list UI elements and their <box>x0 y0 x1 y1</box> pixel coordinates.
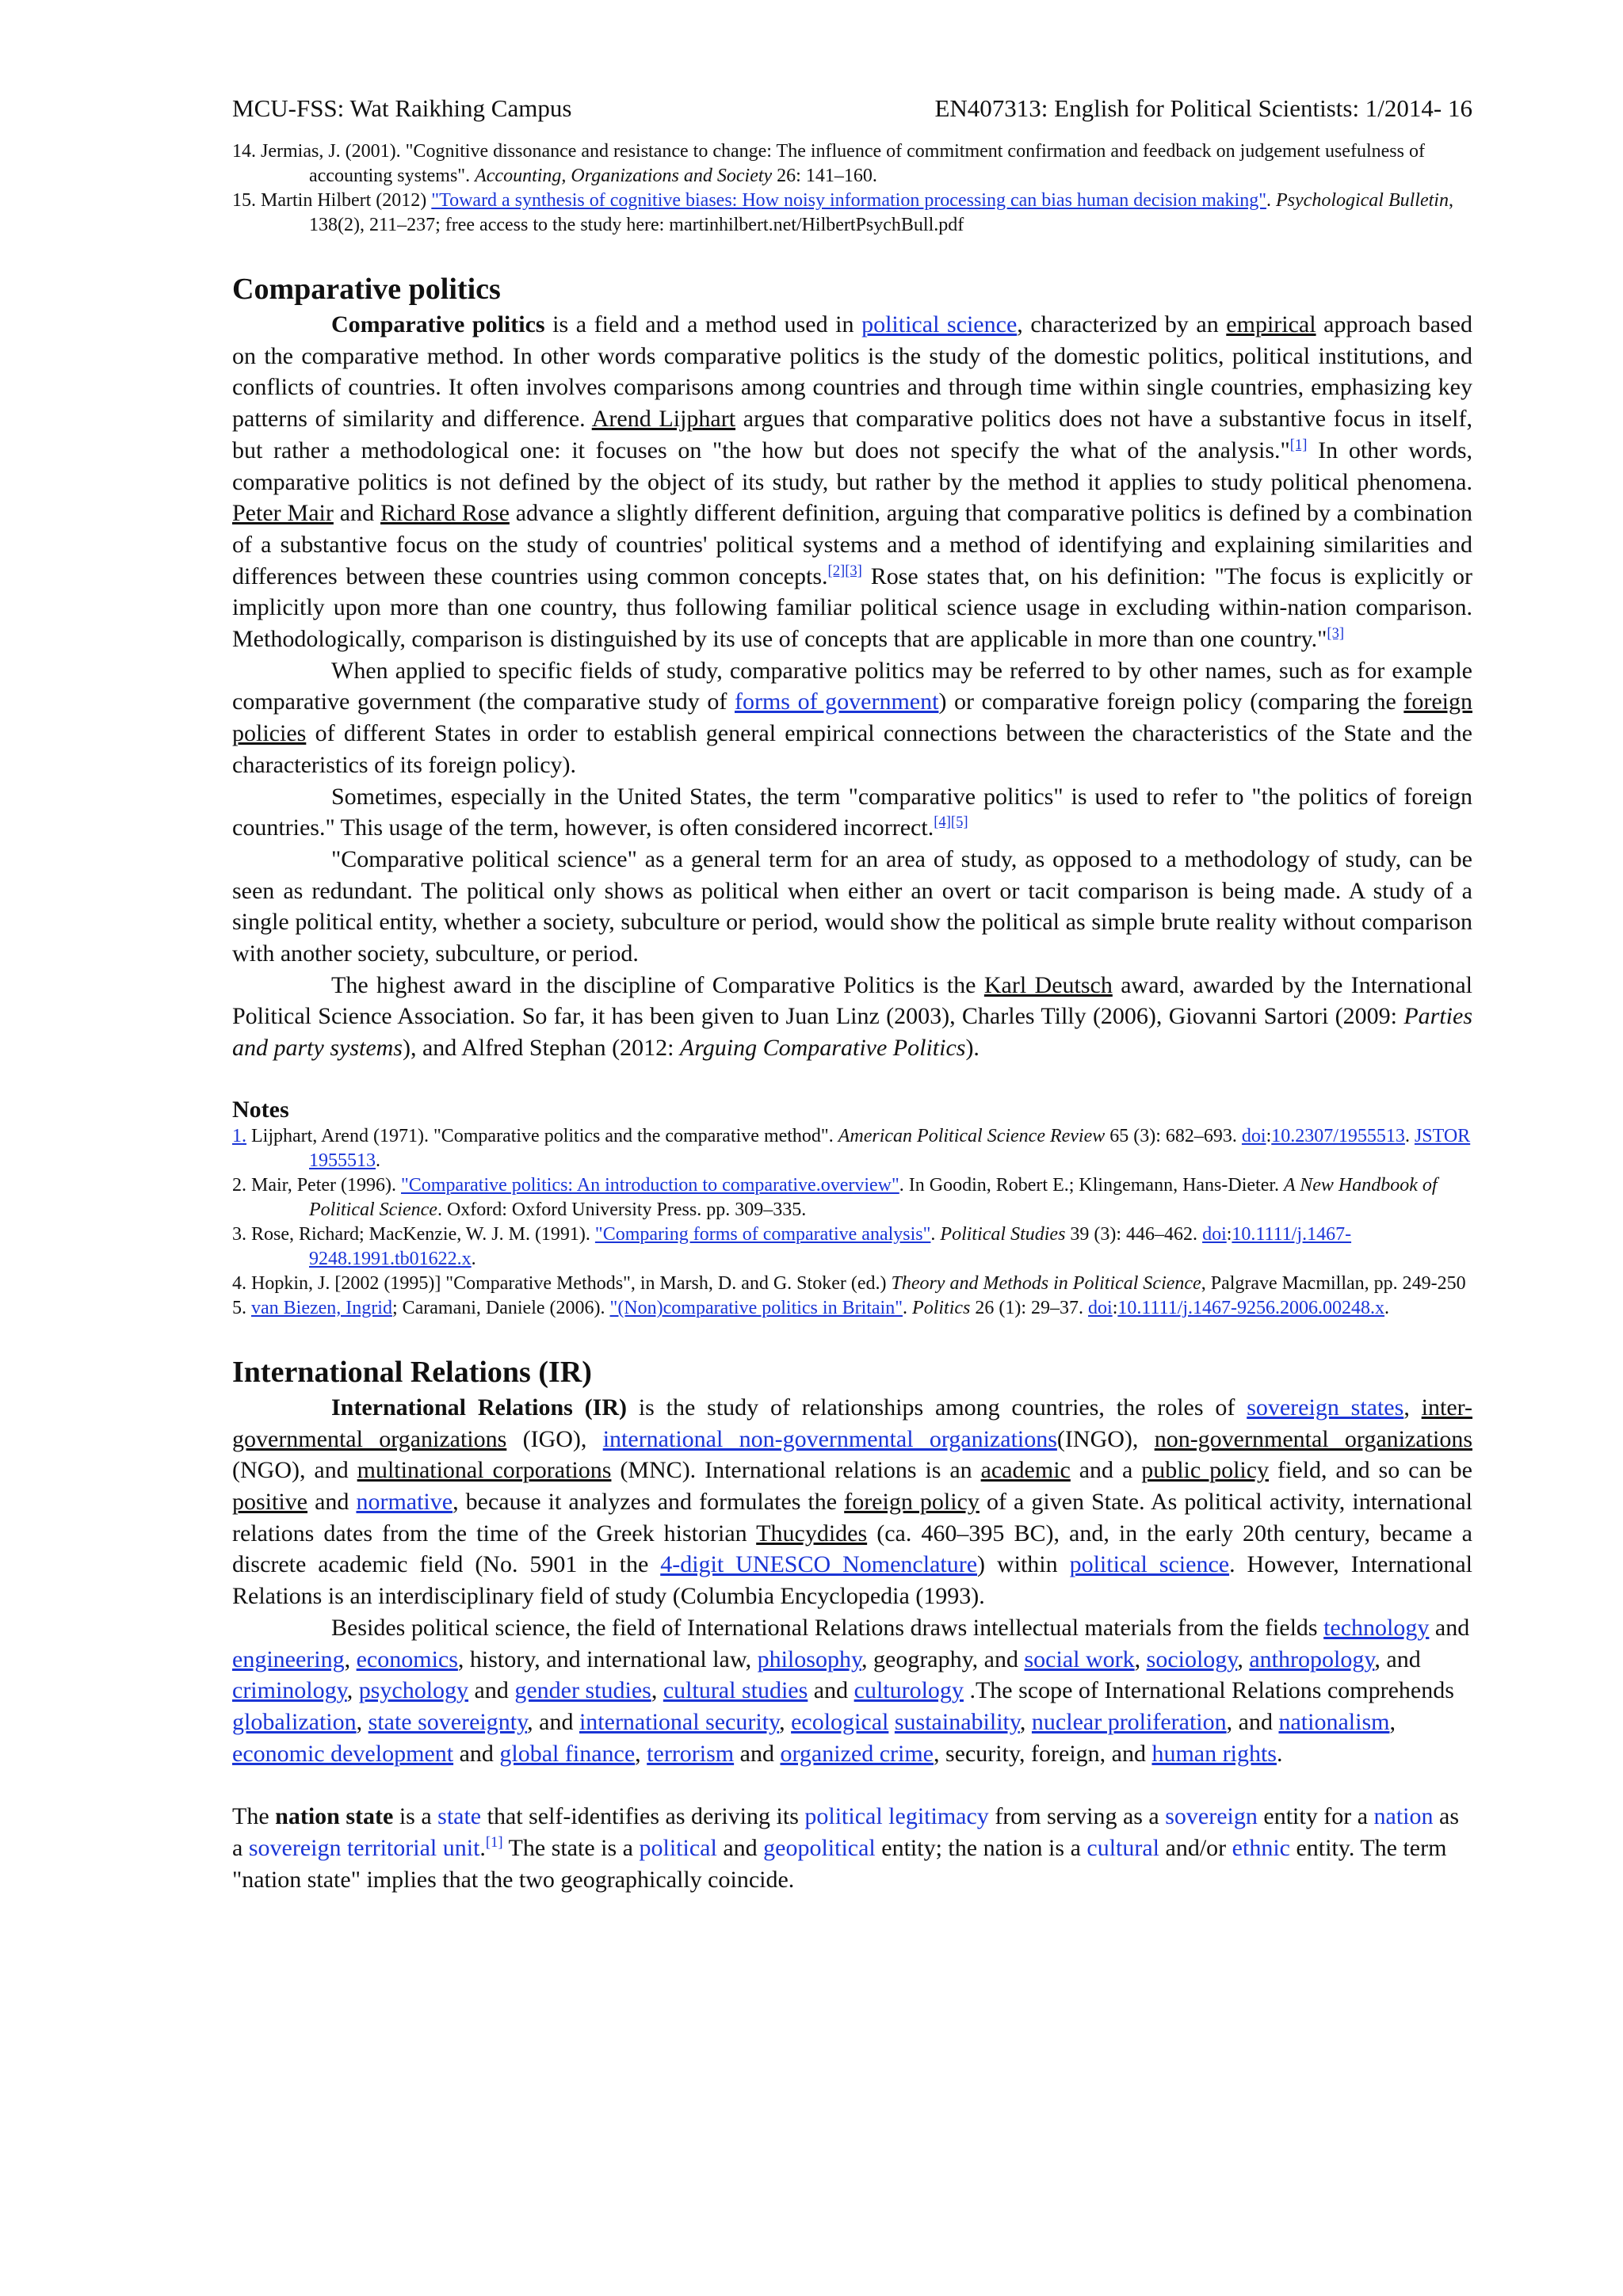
text-run: of different States in order to establish general empirical connections between the characteristics of the State and the characteristics of its foreign policy). <box>232 720 1472 778</box>
hyperlink[interactable]: organized crime <box>780 1740 934 1767</box>
text-run: ) or comparative foreign policy (comparing the <box>938 688 1404 715</box>
hyperlink[interactable]: international security <box>579 1708 780 1735</box>
text-run: , <box>356 1708 369 1735</box>
text-run: . <box>930 1223 941 1245</box>
text-run: Rose states that, on his definition: "The focus is explicitly or implicitly upon more than one country, thus following familiar political science usage in excluding within-nation comparison. Methodologically, comparison is distinguished by its use of concepts that are applicable in more than one country." <box>232 563 1472 653</box>
text-run: : <box>1266 1125 1272 1146</box>
hyperlink[interactable]: economics <box>356 1646 458 1672</box>
text-run: . <box>1404 1125 1415 1146</box>
text-run: 2. Mair, Peter (1996). <box>232 1174 401 1196</box>
citation-link[interactable]: [3] <box>1327 625 1345 643</box>
hyperlink[interactable]: doi <box>1088 1297 1113 1318</box>
hyperlink[interactable]: geopolitical <box>763 1835 876 1862</box>
text-run: ; Caramani, Daniele (2006). <box>391 1297 610 1318</box>
text-run: 4. Hopkin, J. [2002 (1995)] "Comparative Methods", in Marsh, D. and G. Stoker (ed.) <box>232 1272 892 1294</box>
text-run: Besides political science, the field of International Relations draws intellectual materials from the fields <box>331 1614 1324 1641</box>
text-run: (ca. 460–395 BC), and, in the early 20th century, became a discrete academic field (No. 5901 in the <box>232 1520 1472 1578</box>
hyperlink[interactable]: political science <box>1069 1551 1230 1578</box>
hyperlink[interactable]: doi <box>1241 1125 1266 1146</box>
notes-heading: Notes <box>232 1096 289 1123</box>
text-run: entity; the nation is a <box>875 1835 1087 1862</box>
text-run: . <box>903 1297 913 1318</box>
text-run: entity. The term "nation state" implies that the two geographically coincide. <box>232 1835 1447 1893</box>
nation-state-paragraph <box>232 1801 1472 1895</box>
hyperlink[interactable]: van Biezen, Ingrid <box>251 1297 392 1318</box>
note-item <box>232 1124 1472 1173</box>
comparative-paragraph-4 <box>232 844 1472 970</box>
text-run: is a <box>393 1803 438 1830</box>
ir-paragraph-2 <box>232 1612 1472 1770</box>
hyperlink[interactable]: anthropology <box>1249 1646 1375 1672</box>
text-run: The state is a <box>502 1835 640 1862</box>
text-run: 39 (3): 446–462. <box>1065 1223 1203 1245</box>
internal-link[interactable]: positive <box>232 1488 307 1515</box>
text-run: and/or <box>1159 1835 1232 1862</box>
text-run: The highest award in the discipline of Comparative Politics is the <box>331 971 984 998</box>
hyperlink[interactable]: terrorism <box>647 1740 735 1767</box>
hyperlink[interactable]: social work <box>1024 1646 1135 1672</box>
hyperlink[interactable]: 1. <box>232 1125 246 1146</box>
text-run: Sometimes, especially in the United States, the term "comparative politics" is used to refer to "the politics of foreign countries." This usage of the term, however, is often considered incorrect. <box>232 783 1472 841</box>
internal-link[interactable]: public policy <box>1141 1457 1270 1484</box>
text-run: 3. Rose, Richard; MacKenzie, W. J. M. (1991). <box>232 1223 595 1245</box>
hyperlink[interactable]: philosophy <box>757 1646 861 1672</box>
text-run: ), and Alfred Stephan (2012: <box>402 1035 680 1062</box>
hyperlink[interactable]: state <box>437 1803 482 1830</box>
italic-title: American Political Science Review <box>838 1125 1106 1146</box>
comparative-paragraph-2 <box>232 655 1472 781</box>
hyperlink[interactable]: ethnic <box>1232 1835 1290 1862</box>
internal-link[interactable]: Peter Mair <box>232 500 334 527</box>
hyperlink[interactable]: "(Non)comparative politics in Britain" <box>609 1297 903 1318</box>
reference-15-link[interactable]: "Toward a synthesis of cognitive biases: How noisy information processing can bias human decision making" <box>431 190 1267 211</box>
hyperlink[interactable]: international non-governmental organizations <box>602 1425 1057 1452</box>
hyperlink[interactable]: JSTOR <box>1414 1125 1471 1146</box>
text-run: . <box>471 1248 476 1269</box>
page-header <box>232 87 1472 138</box>
text-run: (IGO), <box>506 1425 603 1452</box>
text-run: When applied to specific fields of study, comparative politics may be referred to by other names, such as for example comparative government (the comparative study of <box>232 657 1472 715</box>
page-content <box>232 87 1472 1895</box>
text-run: (INGO), <box>1056 1425 1155 1452</box>
hyperlink[interactable]: doi <box>1202 1223 1227 1245</box>
text-run: argues that comparative politics does not have a substantive focus in itself, but rather a methodological one: it focuses on "the how but does not specify the what of the analysis." <box>232 406 1473 463</box>
text-run: , <box>1403 1394 1422 1421</box>
internal-link[interactable]: foreign policy <box>844 1488 980 1515</box>
hyperlink[interactable]: sustainability <box>894 1708 1020 1735</box>
hyperlink[interactable]: political <box>639 1835 717 1862</box>
hyperlink[interactable]: sovereign territorial unit <box>248 1835 480 1862</box>
text-run: , <box>1134 1646 1147 1672</box>
italic-title: Arguing Comparative Politics <box>679 1035 966 1062</box>
hyperlink[interactable]: 10.1111/j.1467-9256.2006.00248.x <box>1117 1297 1385 1318</box>
text-run: award, awarded by the International Political Science Association. So far, it has been given to Juan Linz (2003), Charles Tilly (2006), Giovanni Sartori (2009: <box>232 971 1472 1030</box>
text-run: (MNC). International relations is an <box>611 1457 981 1484</box>
text-run: of a given State. As political activity, international relations dates from the time of the Greek historian <box>232 1488 1472 1547</box>
text-run: and <box>808 1677 854 1704</box>
text-run: Lijphart, Arend (1971). "Comparative politics and the comparative method". <box>246 1125 838 1146</box>
text-run: : <box>1226 1223 1232 1245</box>
text-run: ). <box>965 1035 980 1062</box>
hyperlink[interactable]: "Comparing forms of comparative analysis" <box>594 1223 931 1245</box>
header-right: EN407313: English for Political Scientists: 1/2014- 16 <box>934 94 1472 122</box>
text-run: approach based on the comparative method. In other words comparative politics is the study of the domestic politics, political institutions, and conflicts of countries. It often involves comparisons among countries and through time within single countries, emphasizing key patterns of similarity and difference. <box>232 311 1472 433</box>
ir-paragraph-1 <box>232 1392 1472 1612</box>
reference-15: 15. Martin Hilbert (2012) "Toward a synthesis of cognitive biases: How noisy information processing can bias human decision making". Psychological Bulletin, 138(2), 211–237; free access to the study here: martinhilbert.net/HilbertPsychBull.pdf <box>232 190 1453 235</box>
text-run: . <box>1384 1297 1390 1318</box>
text-run: that self-identifies as deriving its <box>481 1803 805 1830</box>
section-heading-international-relations: International Relations (IR) <box>232 1355 592 1389</box>
text-run: , <box>1019 1708 1032 1735</box>
text-run: , <box>635 1740 647 1767</box>
header-left: MCU-FSS: Wat Raikhing Campus <box>232 94 572 122</box>
hyperlink[interactable]: globalization <box>232 1708 357 1735</box>
note-item <box>232 1173 1472 1222</box>
text-run: , because it analyzes and formulates the <box>453 1488 845 1515</box>
text-run: . In Goodin, Robert E.; Klingemann, Hans-Dieter. <box>899 1174 1285 1196</box>
text-run: and <box>307 1488 357 1515</box>
text-run: , Palgrave Macmillan, pp. 249-250 <box>1201 1272 1466 1294</box>
hyperlink[interactable]: normative <box>356 1488 453 1515</box>
comparative-paragraph-3 <box>232 781 1472 844</box>
hyperlink[interactable]: ecological <box>791 1708 889 1735</box>
hyperlink[interactable]: engineering <box>232 1646 345 1672</box>
hyperlink[interactable]: technology <box>1323 1614 1430 1641</box>
bold-term: International Relations (IR) <box>331 1394 627 1421</box>
text-run: and <box>453 1740 500 1767</box>
text-run: , <box>346 1677 359 1704</box>
text-run: , and <box>527 1708 579 1735</box>
text-run: . <box>1276 1740 1283 1767</box>
text-run: 5. <box>232 1297 251 1318</box>
text-run: and a <box>1070 1457 1142 1484</box>
hyperlink[interactable]: cultural studies <box>663 1677 808 1704</box>
internal-link[interactable]: empirical <box>1226 311 1316 338</box>
comparative-paragraph-1 <box>232 309 1472 655</box>
text-run: .The scope of International Relations comprehends <box>963 1677 1454 1704</box>
text-run: , history, and international law, <box>457 1646 758 1672</box>
text-run: . <box>376 1150 380 1171</box>
text-run: advance a slightly different definition, arguing that comparative politics is defined by a combination of a substantive focus on the study of countries' political systems and a method of identifying and explaining similarities and differences between these countries using common concepts. <box>232 500 1472 589</box>
text-run: . However, International Relations is an interdisciplinary field of study (Columbia Encyclopedia (1993). <box>232 1551 1472 1610</box>
hyperlink[interactable]: political science <box>861 311 1018 338</box>
internal-link[interactable]: multinational corporations <box>357 1457 612 1484</box>
note-item <box>232 1272 1472 1296</box>
text-run: is a field and a method used in <box>544 311 862 338</box>
text-run: , characterized by an <box>1017 311 1227 338</box>
bold-term: Comparative politics <box>331 311 545 338</box>
text-run: , and <box>1374 1646 1421 1672</box>
italic-title: Theory and Methods in Political Science <box>891 1272 1201 1294</box>
text-run: ) within <box>977 1551 1070 1578</box>
text-run: and <box>716 1835 764 1862</box>
text-run: , and <box>1226 1708 1279 1735</box>
hyperlink[interactable]: 4-digit UNESCO Nomenclature <box>660 1551 978 1578</box>
italic-title: Parties and party systems <box>232 1003 1472 1062</box>
text-run: and <box>468 1677 515 1704</box>
internal-link[interactable]: Karl Deutsch <box>983 971 1113 998</box>
continued-references <box>232 139 1472 238</box>
hyperlink[interactable]: gender studies <box>514 1677 651 1704</box>
text-run: is the study of relationships among countries, the roles of <box>627 1394 1247 1421</box>
text-run: field, and so can be <box>1269 1457 1472 1484</box>
text-run <box>888 1709 895 1735</box>
reference-14: 14. Jermias, J. (2001). "Cognitive dissonance and resistance to change: The influence of commitment confirmation and feedback on judgement usefulness of accounting systems". Accounting, Organizations and Society 26: 141–160. <box>232 141 1425 186</box>
internal-link[interactable]: Thucydides <box>756 1520 868 1547</box>
text-run: from serving as a <box>988 1803 1166 1830</box>
hyperlink[interactable]: sociology <box>1146 1646 1238 1672</box>
internal-link[interactable]: academic <box>980 1457 1071 1484</box>
hyperlink[interactable]: nuclear proliferation <box>1031 1708 1227 1735</box>
text-run: In other words, comparative politics is not defined by the object of its study, but rather by the method it applies to study political phenomena. <box>232 437 1472 495</box>
hyperlink[interactable]: 10.1111/j.1467-9248.1991.tb01622.x <box>309 1223 1352 1269</box>
text-run: and <box>1429 1614 1470 1641</box>
hyperlink[interactable]: nationalism <box>1278 1708 1390 1735</box>
internal-link[interactable]: inter-governmental organizations <box>232 1394 1473 1452</box>
hyperlink[interactable]: psychology <box>358 1677 469 1704</box>
text-run: , security, foreign, and <box>934 1740 1152 1767</box>
comparative-paragraph-5 <box>232 970 1472 1064</box>
italic-title: Political Studies <box>940 1223 1066 1245</box>
internal-link[interactable]: Richard Rose <box>380 500 510 527</box>
text-run: , <box>779 1708 792 1735</box>
text-run: , <box>1389 1708 1396 1735</box>
text-run: as a <box>232 1803 1460 1862</box>
text-run: , <box>1237 1646 1250 1672</box>
hyperlink[interactable]: 1955513 <box>309 1150 376 1171</box>
citation-link[interactable]: [1] <box>485 1834 503 1852</box>
italic-title: A New Handbook of Political Science <box>309 1174 1438 1220</box>
hyperlink[interactable]: cultural <box>1086 1835 1160 1862</box>
text-run: 26 (1): 29–37. <box>970 1297 1089 1318</box>
hyperlink[interactable]: forms of government <box>734 688 939 715</box>
section-heading-comparative-politics: Comparative politics <box>232 273 501 306</box>
text-run: "Comparative political science" as a general term for an area of study, as opposed to a methodology of study, can be seen as redundant. The political only shows as political when either an overt or tacit comparison is being made. A study of a single political entity, whether a society, subculture or period, would show the political as simple brute reality without comparison with another society, subculture, or period. <box>232 845 1472 967</box>
hyperlink[interactable]: political legitimacy <box>804 1803 989 1830</box>
text-run: . Oxford: Oxford University Press. pp. 309–335. <box>437 1199 807 1220</box>
italic-title: Politics <box>912 1297 971 1318</box>
text-run: . <box>479 1835 486 1862</box>
hyperlink[interactable]: economic development <box>232 1740 454 1767</box>
text-run: and <box>734 1740 781 1767</box>
citation-link[interactable]: [2][3] <box>827 562 862 579</box>
internal-link[interactable]: Arend Lijphart <box>591 406 736 433</box>
hyperlink[interactable]: sovereign <box>1165 1803 1258 1830</box>
hyperlink[interactable]: global finance <box>499 1740 636 1767</box>
hyperlink[interactable]: human rights <box>1151 1740 1277 1767</box>
notes-list <box>232 1124 1472 1321</box>
hyperlink[interactable]: nation <box>1373 1803 1434 1830</box>
internal-link[interactable]: foreign policies <box>232 688 1472 747</box>
hyperlink[interactable]: culturology <box>854 1677 964 1704</box>
text-run: , geography, and <box>861 1646 1025 1672</box>
hyperlink[interactable]: state sovereignty <box>368 1708 528 1735</box>
text-run: , <box>651 1677 663 1704</box>
text-run: The <box>232 1803 276 1830</box>
text-run: and <box>333 500 381 527</box>
note-item <box>232 1222 1472 1272</box>
hyperlink[interactable]: criminology <box>232 1677 347 1704</box>
text-run: (NGO), and <box>232 1457 357 1484</box>
hyperlink[interactable]: sovereign states <box>1247 1394 1404 1421</box>
text-run: , <box>344 1646 357 1672</box>
text-run: 65 (3): 682–693. <box>1105 1125 1242 1146</box>
text-run: : <box>1112 1297 1118 1318</box>
text-run: entity for a <box>1257 1803 1374 1830</box>
hyperlink[interactable]: "Comparative politics: An introduction to comparative.overview" <box>401 1174 899 1196</box>
citation-link[interactable]: [4][5] <box>934 814 968 831</box>
note-item <box>232 1296 1472 1321</box>
hyperlink[interactable]: 10.2307/1955513 <box>1271 1125 1405 1146</box>
bold-term: nation state <box>275 1803 394 1830</box>
internal-link[interactable]: non-governmental organizations <box>1154 1425 1472 1452</box>
citation-link[interactable]: [1] <box>1289 436 1308 453</box>
